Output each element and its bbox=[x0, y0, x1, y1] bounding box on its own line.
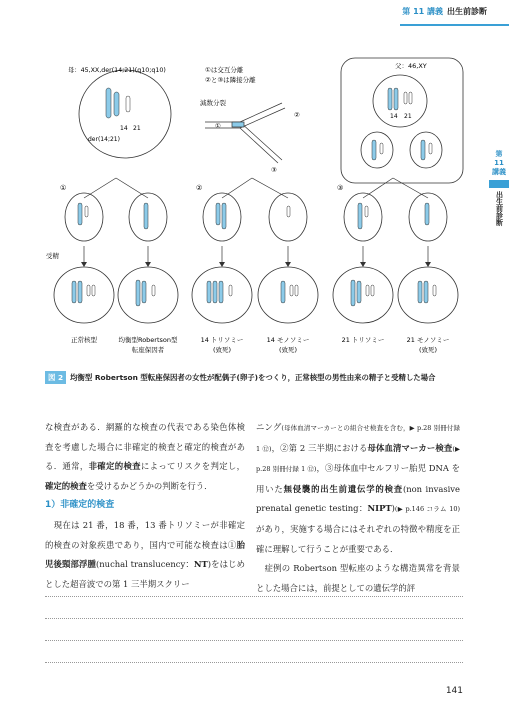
outcome-sub-2: 転座保因者 bbox=[131, 346, 165, 354]
section-marker-1: ① bbox=[60, 184, 67, 192]
sperm-cell-1 bbox=[361, 132, 393, 168]
meiosis-path-3: ③ bbox=[271, 166, 277, 174]
term: 無侵襲的出生前遺伝学的検査 bbox=[283, 483, 403, 494]
text: (nuchal translucency： bbox=[96, 559, 194, 570]
text: によってリスクを判定し， bbox=[140, 461, 246, 472]
left-paragraph-2 bbox=[45, 516, 245, 594]
term: 確定的検査 bbox=[45, 480, 87, 491]
running-header bbox=[389, 0, 509, 24]
sperm-cell-2 bbox=[410, 132, 442, 168]
fertilization-arrows bbox=[84, 246, 428, 263]
outcome-label-3: 14 トリソミー bbox=[200, 336, 244, 344]
mother-chrom-21 bbox=[126, 96, 130, 112]
branch-lines bbox=[84, 178, 428, 198]
segregation-note-1: ①は交互分離 bbox=[205, 66, 244, 74]
text: (non invasive prenatal genetic testing： bbox=[256, 483, 460, 514]
sperm1-chrom-21 bbox=[380, 143, 383, 154]
mother-label-21: 21 bbox=[133, 125, 141, 132]
note-line-2 bbox=[45, 618, 463, 619]
mother-label: 母：45,XX,der(14;21)(q10;q10) bbox=[68, 67, 166, 74]
gametes bbox=[65, 193, 447, 241]
outcome-sub-3: (致死) bbox=[212, 346, 232, 354]
text: 症例の Robertson 型転座のような構造異常を背景とした場合には，前提としての遺伝学的評 bbox=[256, 563, 460, 593]
father-box bbox=[341, 58, 463, 183]
note-line-4 bbox=[45, 662, 463, 663]
left-paragraph-1 bbox=[45, 418, 245, 496]
header-title: 出生前診断 bbox=[447, 7, 487, 16]
section-marker-2: ② bbox=[196, 184, 203, 192]
father-label-21: 21 bbox=[404, 113, 412, 120]
meiosis-path-2: ② bbox=[294, 111, 300, 119]
segregation-note-2: ②と③は隣接分離 bbox=[205, 76, 256, 84]
body-right-column bbox=[256, 418, 460, 598]
term: NIPT bbox=[367, 503, 392, 514]
text: を受けるかどうかの判断を行う． bbox=[86, 480, 213, 491]
father-label-14: 14 bbox=[390, 113, 398, 120]
term: NT bbox=[193, 559, 208, 570]
outcome-label-6: 21 モノソミー bbox=[406, 336, 450, 344]
sidetab-lecture-num: 11 bbox=[494, 159, 504, 167]
text: な検査がある．網羅的な検査の代表である染色体検査を考慮した場合に非確定的検査と確定的検査がある．通常， bbox=[45, 422, 245, 472]
section-marker-3: ③ bbox=[337, 184, 344, 192]
term: 胎児後頸部浮腫 bbox=[45, 539, 245, 570]
father-chrom-21a bbox=[404, 92, 407, 104]
section-heading: 1）非確定的検査 bbox=[45, 500, 115, 511]
figure-caption bbox=[45, 371, 465, 384]
text: ニング bbox=[256, 422, 282, 432]
cross-reference: (母体血清マーカーとの組合せ検査を含む，▶ p.28 別冊付録 1 ⑫) bbox=[256, 424, 460, 453]
meiosis-path-1: ① bbox=[215, 122, 221, 130]
meiosis-diagram bbox=[205, 103, 285, 163]
right-paragraph-1: ニング(母体血清マーカーとの組合せ検査を含む，▶ p.28 別冊付録 1 ⑫)，②第 2 三半期における母体血清マーカー検査(▶ p.28 別冊付録 1 ⑫)，③母体血中セルフリー胎児 DNA を用いた無侵襲的出生前遺伝学的検査(non invasive prenatal genetic testing：NIPT)(▶ p.146 コラム 10)があり，実施する場合にはそれぞれの特徴や精度を正確に理解して行うことが重要である． bbox=[256, 422, 461, 554]
cross-reference: (▶ p.146 コラム 10) bbox=[394, 505, 461, 514]
header-lecture: 第 11 講義 bbox=[402, 7, 443, 16]
sperm1-chrom-14 bbox=[372, 140, 376, 160]
sperm2-chrom-21 bbox=[429, 143, 432, 154]
father-chrom-14b bbox=[394, 88, 398, 110]
arrow-heads bbox=[81, 262, 431, 267]
der-label: der(14;21) bbox=[88, 136, 120, 143]
outcome-label-2: 均衡型Robertson型 bbox=[118, 336, 178, 344]
outcome-label-1: 正常核型 bbox=[71, 336, 97, 344]
header-text bbox=[402, 6, 487, 17]
note-line-1 bbox=[45, 596, 463, 597]
body-left-column bbox=[45, 418, 245, 594]
zygotes bbox=[54, 267, 458, 323]
father-cell bbox=[373, 75, 427, 127]
right-paragraph-2 bbox=[256, 559, 460, 598]
fertilization-label: 受精 bbox=[46, 252, 59, 260]
translocation-figure bbox=[0, 40, 509, 368]
sidetab-lecture-bottom: 講義 bbox=[492, 168, 506, 176]
note-line-3 bbox=[45, 640, 463, 641]
mother-label-14: 14 bbox=[120, 125, 128, 132]
caption-text: 均衡型 Robertson 型転座保因者の女性が配偶子(卵子)をつくり，正常核型の男性由来の精子と受精した場合 bbox=[70, 373, 436, 382]
text: )をはじめとした超音波での第 1 三半期スクリー bbox=[45, 559, 246, 589]
meiosis-label: 減数分裂 bbox=[200, 99, 226, 107]
text: ，②第 2 三半期における bbox=[271, 442, 368, 453]
text: があり，実施する場合にはそれぞれの特徴や精度を正確に理解して行うことが重要である． bbox=[256, 523, 460, 554]
zygote-chromosomes bbox=[72, 280, 436, 306]
sperm2-chrom-14 bbox=[421, 140, 425, 160]
father-chrom-14a bbox=[388, 88, 392, 110]
sidetab-lecture-top: 第 bbox=[495, 150, 503, 158]
father-label: 父：46,XY bbox=[395, 62, 427, 70]
text: ，③母体血中セルフリー胎児 DNA を用いた bbox=[256, 463, 460, 494]
text: 現在は 21 番，18 番，13 番トリソミーが非確定的検査の対象疾患であり，国内で可能な検査は① bbox=[45, 519, 246, 550]
page-number: 141 bbox=[445, 686, 463, 696]
term: 母体血清マーカー検査 bbox=[367, 442, 453, 453]
outcome-sub-4: (致死) bbox=[278, 346, 298, 354]
caption-badge: 図 2 bbox=[45, 371, 66, 384]
term: 非確定的検査 bbox=[88, 461, 141, 472]
header-rule bbox=[400, 24, 509, 26]
cross-reference: (▶ p.28 別冊付録 1 ⑫) bbox=[256, 444, 460, 474]
outcome-sub-6: (致死) bbox=[418, 346, 438, 354]
mother-cell bbox=[79, 70, 171, 158]
father-chrom-21b bbox=[409, 92, 412, 104]
mother-chrom-14a bbox=[106, 88, 111, 118]
outcome-label-5: 21 トリソミー bbox=[341, 336, 385, 344]
outcome-label-4: 14 モノソミー bbox=[266, 336, 310, 344]
sidetab-title: 出生前診断 bbox=[495, 191, 504, 226]
mother-chrom-derivative bbox=[114, 92, 119, 116]
